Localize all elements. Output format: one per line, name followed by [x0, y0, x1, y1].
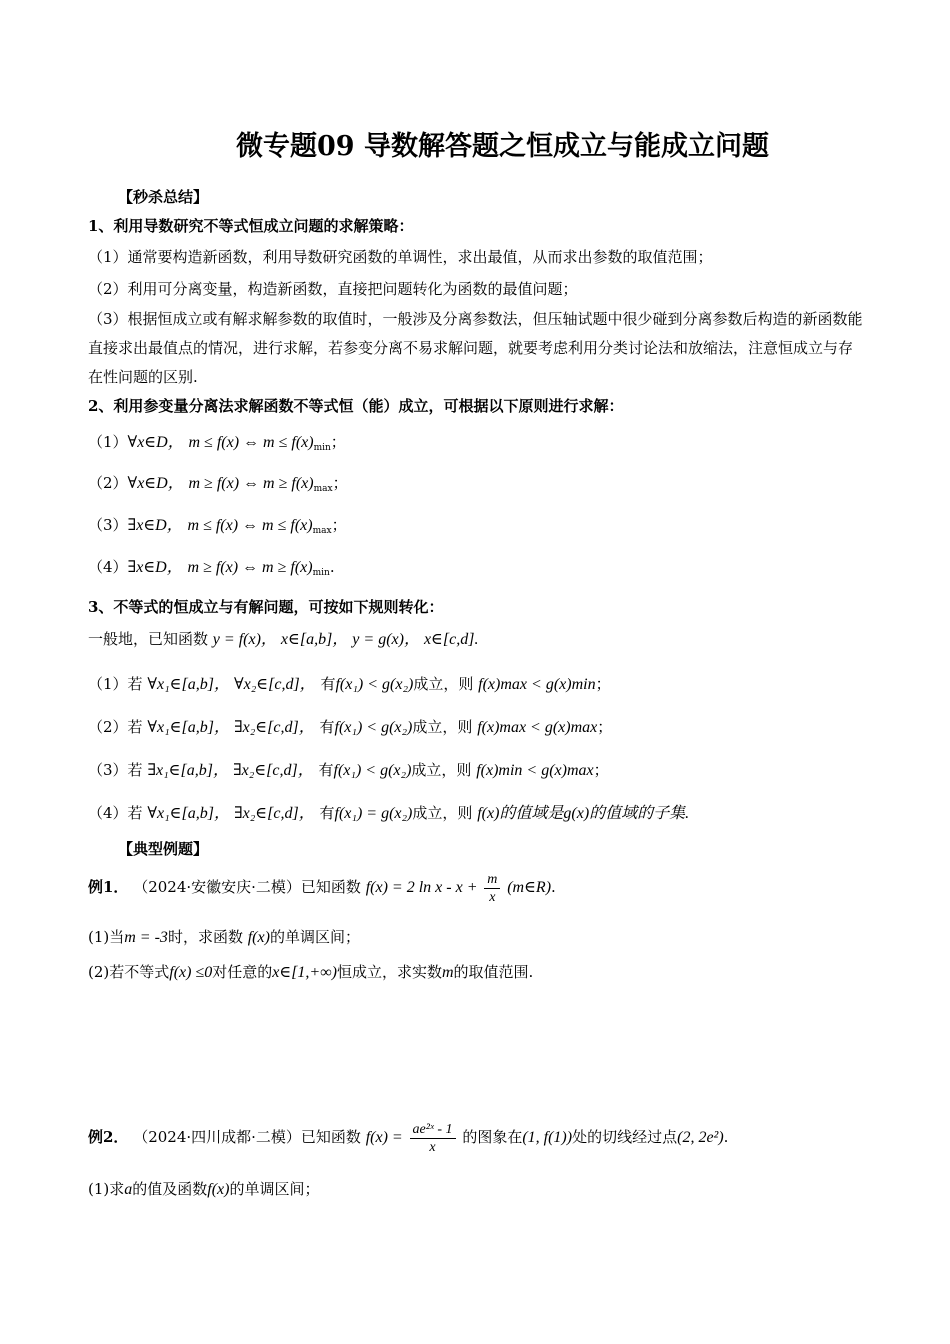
quantifier: ∀x∈D， — [127, 475, 184, 492]
quantifier: ∃x∈D， — [127, 559, 183, 576]
subscript: max — [312, 526, 332, 536]
relation: f(x₁) < g(x₂) — [335, 676, 414, 693]
math-expression: m ≥ f(x) ⇔ m ≥ f(x) — [188, 475, 314, 492]
q-text: 恒成立，求实数 — [336, 963, 442, 981]
intro-text: 一般地，已知函数 — [88, 630, 209, 648]
intro-math: y = f(x)， x∈[a,b]， y = g(x)， x∈[c,d]. — [212, 631, 479, 648]
holds-text: 成立，则 — [412, 804, 473, 822]
section-2-item-2 — [88, 472, 348, 500]
condition: ∀x₁∈[a,b]， ∃x₂∈[c,d]， — [147, 719, 315, 736]
section-3-item-3 — [88, 759, 609, 782]
fraction-numerator: ae²ˣ - 1 — [410, 1121, 456, 1139]
section-3-heading: 3、不等式的恒成立与有解问题，可按如下规则转化： — [88, 598, 444, 616]
statement-text: 处的切线经过点 — [572, 1128, 678, 1146]
punct: ； — [593, 761, 609, 779]
q-math: f(x) ≤0 — [169, 964, 213, 981]
q-text: 时，求函数 — [167, 928, 243, 946]
punct: . — [551, 878, 556, 896]
subscript: min — [312, 568, 330, 578]
quantifier: ∃x∈D， — [127, 517, 183, 534]
item-number: （2） — [88, 474, 128, 492]
q-text: 的值及函数 — [132, 1180, 208, 1198]
function-left: f(x) = — [365, 1129, 403, 1146]
has-text: 有 — [318, 761, 334, 779]
result: f(x)max < g(x)min — [478, 676, 596, 693]
function-right: (m∈R) — [507, 879, 552, 896]
result: f(x)max < g(x)max — [477, 719, 598, 736]
punct: ； — [332, 474, 348, 492]
section-2-item-3 — [88, 514, 347, 542]
section-1-item-3: （3）根据恒成立或有解求解参数的取值时，一般涉及分离参数法，但压轴试题中很少碰到分离参数后构造的新函数能直接求出最值点的情况，进行求解，若参变分离不易求解问题，就要考虑利用分类讨论法和放缩法，注意恒成立与存在性问题的区别. — [88, 310, 863, 386]
subscript: max — [313, 484, 333, 494]
q-math: x∈[1,+∞) — [272, 964, 337, 981]
q-math: f(x) — [247, 929, 270, 946]
q-text: 的取值范围. — [453, 963, 534, 981]
statement-text: 的图象在 — [462, 1128, 523, 1146]
q-math: m = -3 — [124, 929, 168, 946]
section-3-intro — [88, 628, 478, 651]
section-2-item-4 — [88, 556, 335, 584]
punct: . — [723, 1128, 729, 1146]
item-number: （3） — [88, 516, 128, 534]
math-expression: m ≥ f(x) ⇔ m ≥ f(x) — [187, 559, 313, 576]
section-1-heading: 1、利用导数研究不等式恒成立问题的求解策略： — [88, 217, 414, 235]
example-1-statement — [88, 868, 556, 907]
quantifier: ∀x∈D， — [127, 434, 184, 451]
example-2-statement — [88, 1118, 728, 1157]
item-number: （4） — [88, 558, 128, 576]
has-text: 有 — [320, 675, 336, 693]
point-math: (1, f(1)) — [522, 1129, 573, 1146]
example-label: 例1． — [88, 878, 129, 896]
example-source: （2024·安徽安庆·二模）已知函数 — [133, 878, 361, 896]
relation: f(x₁) = g(x₂) — [334, 805, 413, 822]
point-math: (2, 2e²) — [677, 1129, 724, 1146]
holds-text: 成立，则 — [411, 761, 472, 779]
condition: ∀x₁∈[a,b]， ∀x₂∈[c,d]， — [147, 676, 316, 693]
has-text: 有 — [319, 718, 335, 736]
relation: f(x₁) < g(x₂) — [333, 762, 412, 779]
punct: ； — [330, 433, 346, 451]
section-2-item-1 — [88, 431, 346, 459]
punct: . — [329, 558, 335, 576]
fraction — [484, 871, 500, 906]
section-1-item-1: （1）通常要构造新函数，利用导数研究函数的单调性，求出最值，从而求出参数的取值范围； — [88, 248, 713, 266]
section-1-item-2: （2）利用可分离变量，构造新函数，直接把问题转化为函数的最值问题； — [88, 280, 578, 298]
punct: ； — [595, 675, 611, 693]
condition: ∃x₁∈[a,b]， ∃x₂∈[c,d]， — [147, 762, 314, 779]
has-text: 有 — [319, 804, 335, 822]
summary-header: 【秒杀总结】 — [118, 188, 209, 206]
holds-text: 成立，则 — [412, 718, 473, 736]
item-number: （4）若 — [88, 804, 143, 822]
punct: ； — [597, 718, 613, 736]
item-number: （2）若 — [88, 718, 143, 736]
q-math: a — [124, 1181, 133, 1198]
example-1-question-2 — [88, 961, 533, 984]
holds-text: 成立，则 — [413, 675, 474, 693]
q-math: f(x) — [207, 1181, 230, 1198]
q-text: (2)若不等式 — [88, 963, 170, 981]
item-number: （3）若 — [88, 761, 143, 779]
fraction — [410, 1121, 456, 1156]
example-1-question-1 — [88, 926, 360, 949]
function-left: f(x) = 2 ln x - x + — [365, 879, 478, 896]
q-text: 的单调区间； — [269, 928, 360, 946]
q-text: 对任意的 — [212, 963, 273, 981]
q-text: (1)求 — [88, 1180, 125, 1198]
result: f(x)的值域是g(x)的值域的子集. — [477, 805, 690, 822]
section-3-item-2 — [88, 716, 612, 739]
condition: ∀x₁∈[a,b]， ∃x₂∈[c,d]， — [147, 805, 315, 822]
subscript: min — [313, 443, 331, 453]
example-label: 例2． — [88, 1128, 129, 1146]
fraction-numerator: m — [484, 871, 500, 889]
example-2-question-1 — [88, 1178, 319, 1201]
item-number: （1）若 — [88, 675, 143, 693]
fraction-denominator: x — [429, 1139, 436, 1155]
math-expression: m ≤ f(x) ⇔ m ≤ f(x) — [188, 434, 314, 451]
section-3-item-1 — [88, 673, 611, 696]
section-2-heading: 2、利用参变量分离法求解函数不等式恒（能）成立，可根据以下原则进行求解： — [88, 397, 624, 415]
result: f(x)min < g(x)max — [476, 762, 594, 779]
example-source: （2024·四川成都·二模）已知函数 — [133, 1128, 361, 1146]
page-title: 微专题09 导数解答题之恒成立与能成立问题 — [236, 131, 769, 162]
q-text: 的单调区间； — [229, 1180, 320, 1198]
item-number: （1） — [88, 433, 128, 451]
fraction-denominator: x — [489, 889, 496, 905]
section-3-item-4 — [88, 802, 689, 825]
punct: ； — [331, 516, 347, 534]
q-text: (1)当 — [88, 928, 125, 946]
q-math: m — [441, 964, 454, 981]
examples-header: 【典型例题】 — [118, 840, 209, 858]
math-expression: m ≤ f(x) ⇔ m ≤ f(x) — [187, 517, 313, 534]
relation: f(x₁) < g(x₂) — [334, 719, 413, 736]
